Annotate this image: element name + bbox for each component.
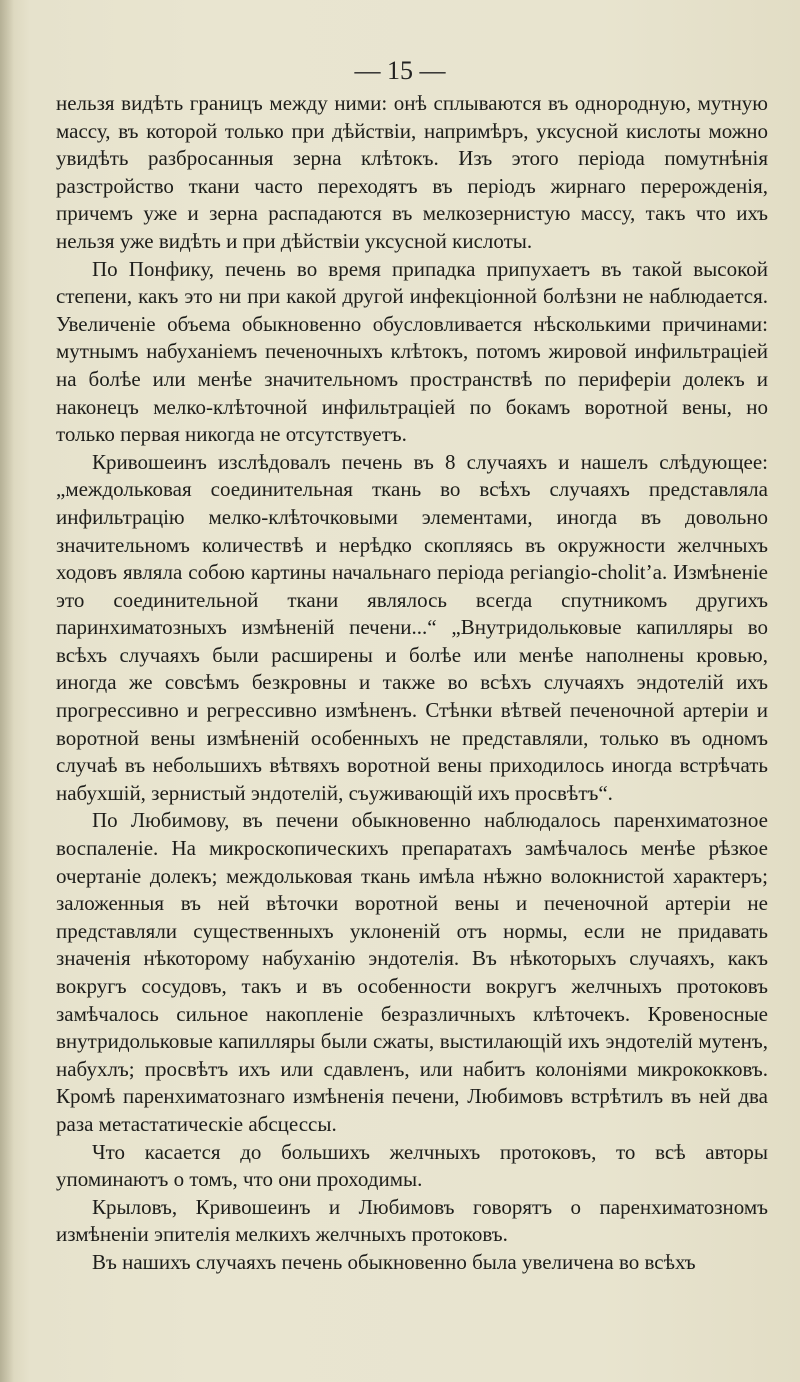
paragraph: Кривошеинъ изслѣдовалъ печень въ 8 случаяхъ и нашелъ слѣдующее: „междольковая соединительная ткань во всѣхъ случаяхъ представляла инфильтрацію мелко-клѣточковыми элементами, иногда въ довольно значительномъ количествѣ и нерѣдко скопляясь въ окружности желчныхъ ходовъ являла собою картины начальнаго періода регіаngіо-сholit’а. Измѣненіе это соединительной ткани являлось всегда спутникомъ другихъ паринхиматозныхъ измѣненій печени...“ „Внутридольковые капилляры во всѣхъ случаяхъ были расширены и болѣе или менѣе наполнены кровью, иногда же совсѣмъ безкровны и также во всѣхъ случаяхъ эндотелій ихъ прогрессивно и регрессивно измѣненъ. Стѣнки вѣтвей печеночной артеріи и воротной вены измѣненій особенныхъ не представляли, только въ одномъ случаѣ въ небольшихъ вѣтвяхъ воротной вены приходилось иногда встрѣчать набухшій, зернистый эндотелій, съуживающій ихъ просвѣтъ“. [56,449,768,805]
paragraph: Крыловъ, Кривошеинъ и Любимовъ говорятъ о паренхиматозномъ измѣненіи эпителія мелкихъ желчныхъ протоковъ. [56,1194,768,1247]
page-number: — 15 — [354,56,446,85]
paragraph: нельзя видѣть границъ между ними: онѣ сплываются въ однородную, мутную массу, въ которой только при дѣйствіи, напримѣръ, уксусной кислоты можно увидѣть разбросанныя зерна клѣтокъ. Изъ этого періода помутнѣнія разстройство ткани часто переходятъ въ періодъ жирнаго перерожденія, причемъ уже и зерна распадаются въ мелкозернистую массу, такъ что ихъ нельзя уже видѣть и при дѣйствіи уксусной кислоты. [56,91,768,253]
paragraph: Въ нашихъ случаяхъ печень обыкновенно была увеличена во всѣхъ [92,1249,696,1274]
paragraph: Что касается до большихъ желчныхъ протоковъ, то всѣ авторы упоминаютъ о томъ, что они проходимы. [56,1139,768,1192]
body-text [56,90,768,1277]
paragraph: По Понфику, печень во время припадка припухаетъ въ такой высокой степени, какъ это ни при какой другой инфекціонной болѣзни не наблюдается. Увеличеніе объема обыкновенно обусловливается нѣсколькими причинами: мутнымъ набуханіемъ печеночныхъ клѣтокъ, потомъ жировой инфильтраціей на болѣе или менѣе значительномъ пространствѣ по периферіи долекъ и наконецъ мелко-клѣточной инфильтраціей по бокамъ воротной вены, но только первая никогда не отсутствуетъ. [56,256,768,447]
paragraph: По Любимову, въ печени обыкновенно наблюдалось паренхиматозное воспаленіе. На микроскопическихъ препаратахъ замѣчалось менѣе рѣзкое очертаніе долекъ; междольковая ткань имѣла нѣжно волокнистой характеръ; заложенныя въ ней вѣточки воротной вены и печеночной артеріи не представляли существенныхъ уклоненій отъ нормы, если не придавать значенія нѣкоторому набуханію эндотелія. Въ нѣкоторыхъ случаяхъ, какъ вокругъ сосудовъ, такъ и въ особенности вокругъ желчныхъ протоковъ замѣчалось сильное накопленіе безразличныхъ клѣточекъ. Кровеносные внутридольковые капилляры были сжаты, выстилающій ихъ эндотелій мутенъ, набухлъ; просвѣтъ ихъ или сдавленъ, или набитъ колоніями микрококковъ. Кромѣ паренхиматознаго измѣненія печени, Любимовъ встрѣтилъ въ ней два раза метастатическіе абсцессы. [56,808,768,1136]
page-edge-shadow [0,0,14,1382]
